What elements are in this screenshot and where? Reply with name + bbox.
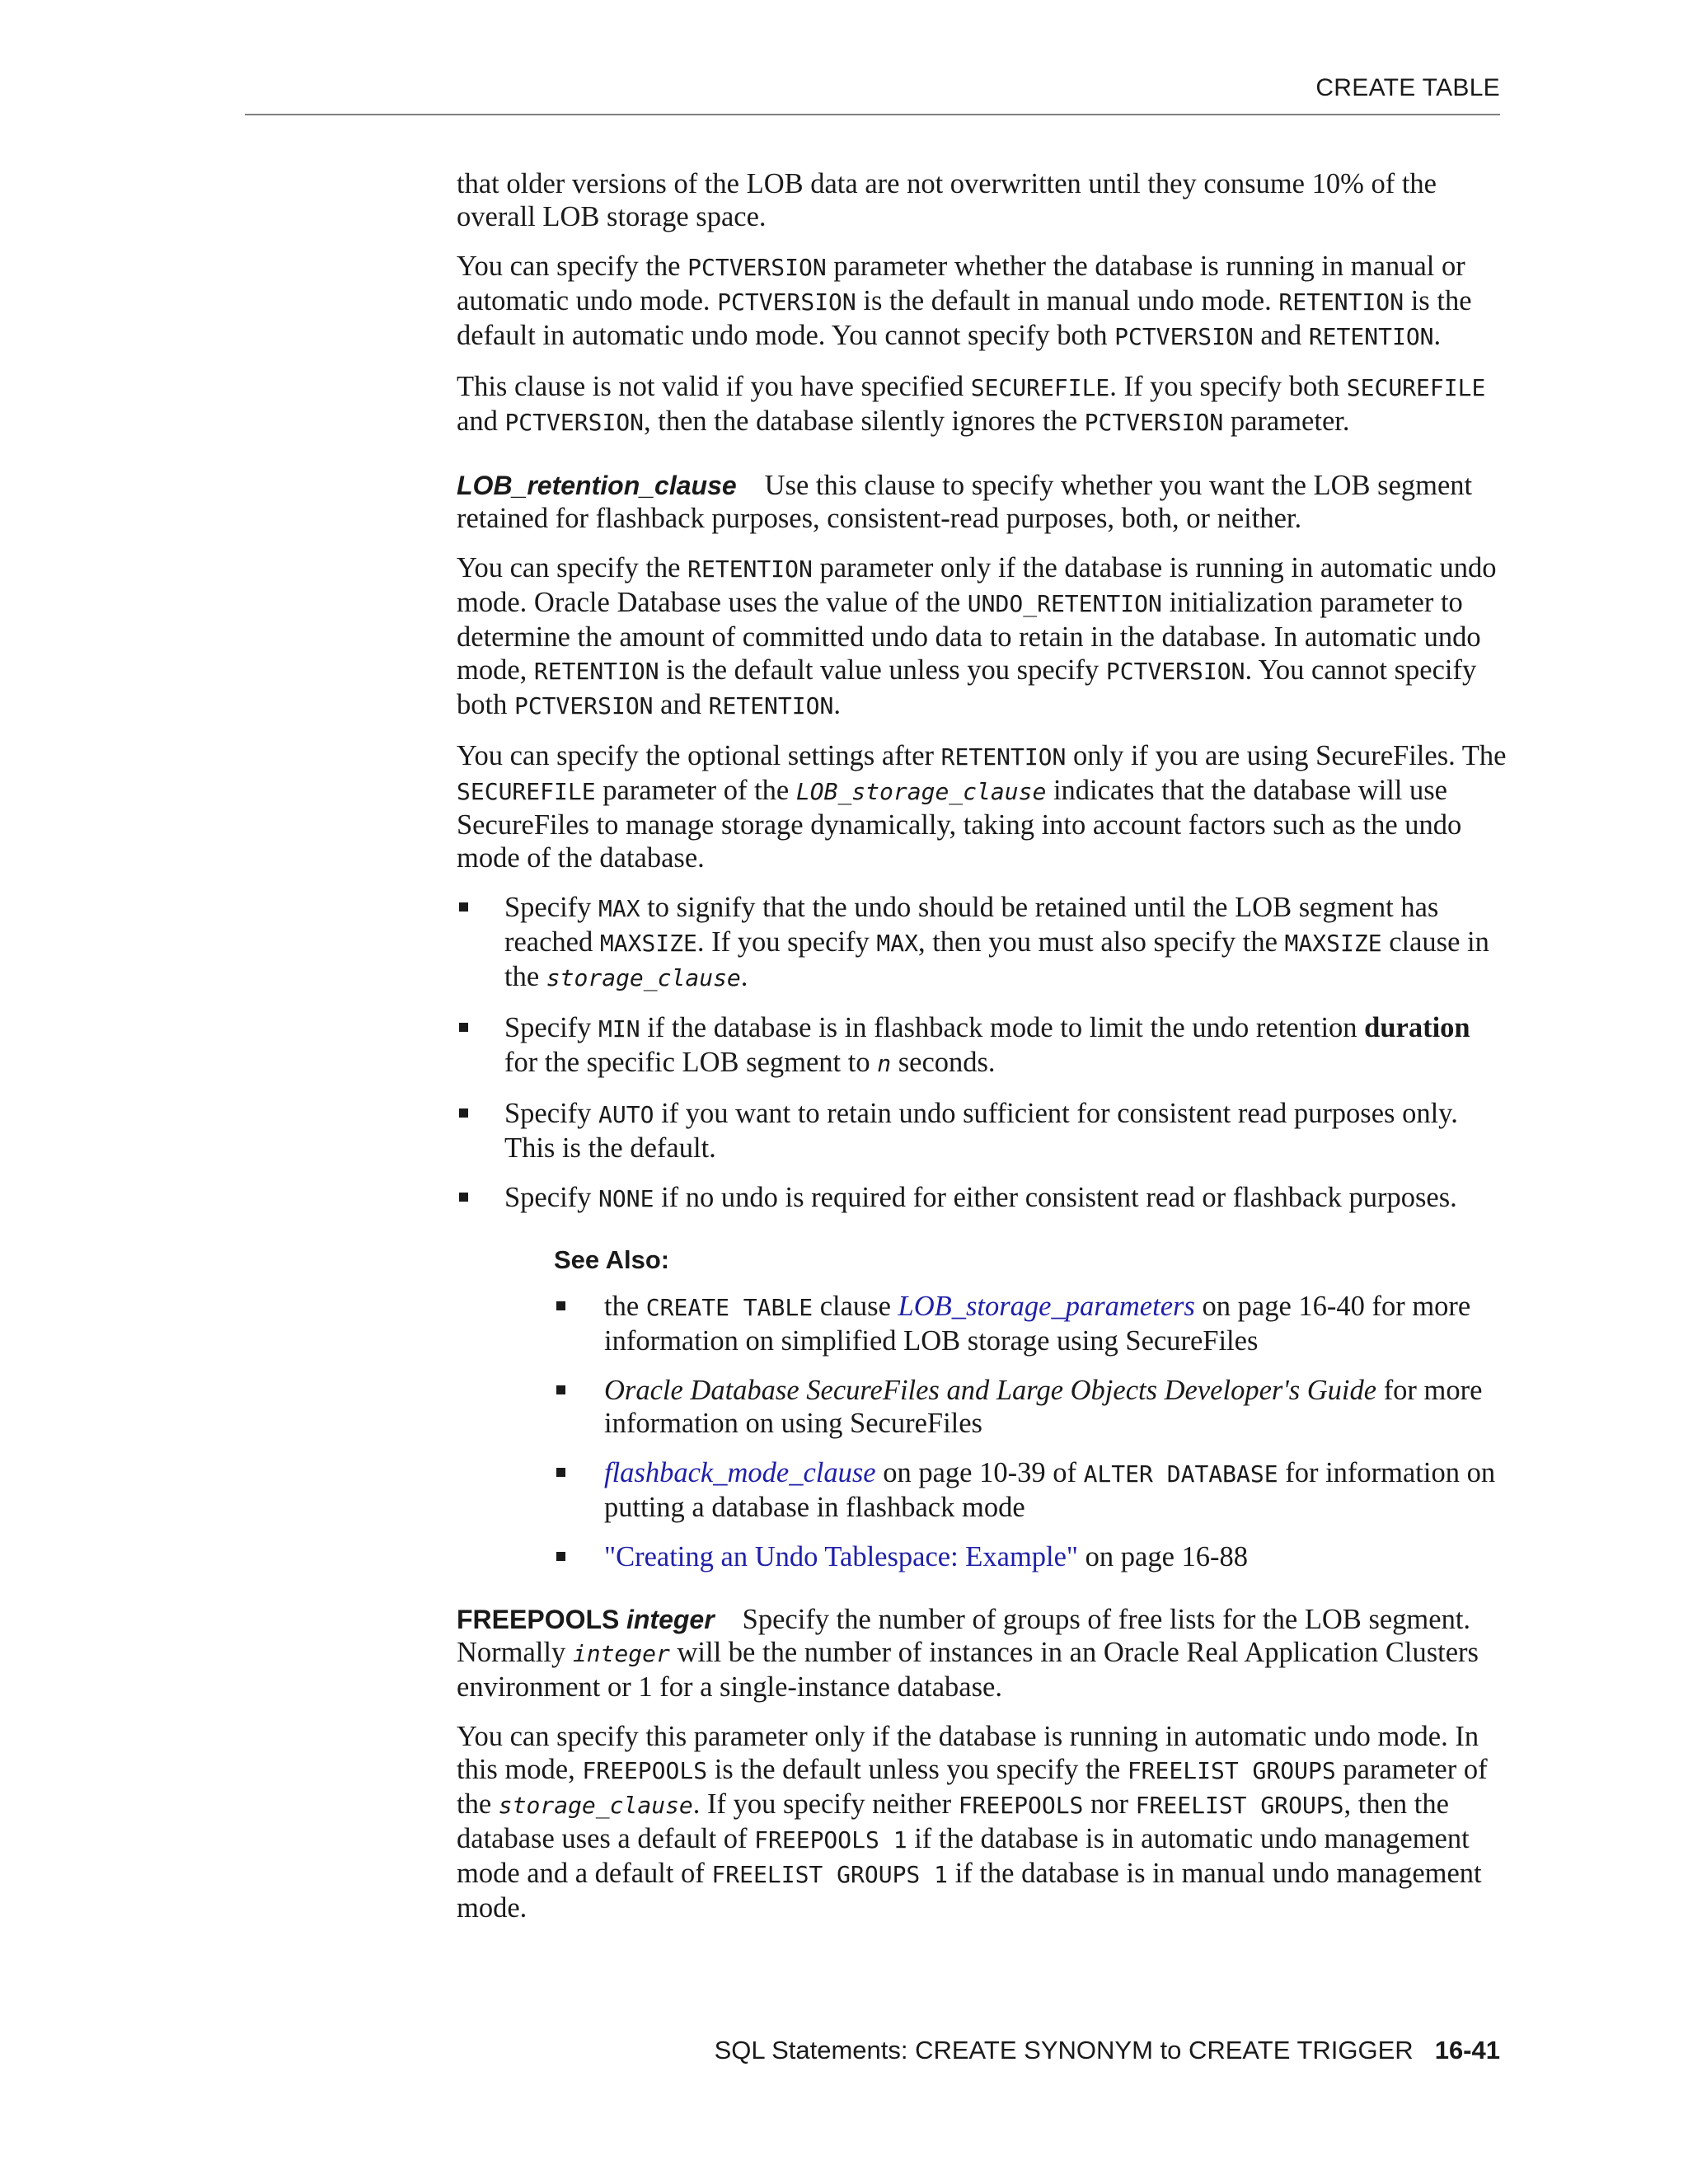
- see-also-box: [554, 1244, 1507, 1573]
- code-italic: integer: [572, 1640, 670, 1667]
- code-max: MAX: [598, 895, 640, 922]
- running-header: [245, 73, 1500, 115]
- bullet-icon: [459, 1023, 468, 1032]
- bullet-icon: [459, 1193, 468, 1202]
- text: You can specify the optional settings after: [457, 740, 941, 771]
- code-italic: LOB_storage_clause: [795, 778, 1047, 805]
- code-min: MIN: [598, 1015, 640, 1043]
- text: is the default in automatic undo mode. You cannot specify both: [457, 285, 1472, 351]
- text: , then the database uses a default of: [457, 1788, 1449, 1854]
- code-pctversion: PCTVERSION: [504, 409, 645, 436]
- code-storage-clause: [546, 964, 741, 991]
- text: the: [604, 1291, 646, 1322]
- text: clause: [813, 1291, 898, 1322]
- code-retention: RETENTION: [1308, 323, 1434, 350]
- code-retention: RETENTION: [708, 692, 834, 719]
- text: and: [653, 689, 709, 720]
- text: if the database is in automatic undo management mode and a default of: [457, 1823, 1470, 1889]
- page-body: [457, 167, 1507, 1941]
- paragraph-freepools-mode: [457, 1720, 1507, 1924]
- text: initialization parameter to determine the amount of committed undo data to retain in the database. In automatic undo mode,: [457, 587, 1481, 686]
- text: is the default unless you specify the: [707, 1754, 1128, 1785]
- term-lob-retention-clause: LOB_retention_clause: [457, 471, 737, 500]
- text: Specify: [504, 892, 599, 923]
- code-maxsize: MAXSIZE: [1284, 930, 1382, 957]
- code-integer: [573, 1640, 670, 1667]
- text: , then you must also specify the: [917, 926, 1285, 958]
- paragraph-optional-settings: [457, 739, 1507, 874]
- code-freelist-groups-1: FREELIST GROUPS 1: [711, 1861, 948, 1888]
- text: .: [833, 689, 841, 720]
- running-footer: [715, 2036, 1500, 2065]
- bullet-icon: [459, 902, 468, 912]
- code-pctversion: PCTVERSION: [717, 288, 856, 316]
- text: parameter of the: [595, 775, 796, 806]
- paragraph-pctversion: [457, 250, 1507, 354]
- link-flashback-mode-clause[interactable]: flashback_mode_clause: [604, 1457, 876, 1488]
- code-alter-database: ALTER DATABASE: [1083, 1460, 1278, 1488]
- code-pctversion: PCTVERSION: [687, 254, 827, 281]
- text: seconds.: [891, 1047, 996, 1078]
- header-title: CREATE TABLE: [1315, 74, 1500, 101]
- code-lob-storage-clause: [796, 778, 1046, 805]
- code-maxsize: MAXSIZE: [599, 930, 697, 957]
- retention-options-list: [457, 891, 1507, 1216]
- link-creating-undo-tablespace[interactable]: "Creating an Undo Tablespace: Example": [604, 1541, 1079, 1572]
- code-freepools: FREEPOOLS: [582, 1757, 708, 1784]
- text: for more information on using SecureFiles: [604, 1375, 1483, 1439]
- text: .: [1433, 320, 1442, 351]
- page-number: 16-41: [1434, 2036, 1500, 2064]
- text: parameter of the: [457, 1754, 1488, 1820]
- text: is the default value unless you specify: [659, 654, 1106, 686]
- code-securefile: SECUREFILE: [970, 374, 1110, 401]
- code-pctversion: PCTVERSION: [1105, 658, 1245, 685]
- text: to signify that the undo should be retained until the LOB segment has reached: [504, 892, 1439, 958]
- see-also-title: See Also:: [554, 1245, 670, 1274]
- list-item: [457, 1011, 1507, 1080]
- code-retention: RETENTION: [533, 658, 659, 685]
- text: and: [457, 405, 505, 437]
- text: only if you are using SecureFiles. The: [1066, 740, 1507, 771]
- text: is the default in manual undo mode.: [856, 285, 1279, 316]
- book-title: Oracle Database SecureFiles and Large Objects Developer's Guide: [604, 1375, 1377, 1406]
- text: on page 16-88: [1078, 1541, 1249, 1572]
- text: if the database is in flashback mode to limit the undo retention: [640, 1012, 1365, 1043]
- code-italic: storage_clause: [546, 964, 741, 991]
- text: . If you specify neither: [692, 1788, 959, 1820]
- code-freelist-groups: FREELIST GROUPS: [1135, 1792, 1344, 1819]
- text: Specify the number of groups of free lists for the LOB segment. Normally: [457, 1604, 1471, 1668]
- text: parameter whether the database is running in manual or automatic undo mode.: [457, 251, 1465, 316]
- code-pctversion: PCTVERSION: [1114, 323, 1254, 350]
- text: Specify: [504, 1012, 599, 1043]
- text: Specify: [504, 1182, 599, 1213]
- text: and: [1253, 320, 1309, 351]
- text: Use this clause to specify whether you want the LOB segment retained for flashback purposes, consistent-read purposes, both, or neither.: [457, 470, 1473, 534]
- term-freepools: FREEPOOLS: [457, 1605, 620, 1634]
- text: on page 10-39 of: [875, 1457, 1084, 1488]
- text: . If you specify both: [1109, 371, 1347, 402]
- paragraph-lob-storage-space: that older versions of the LOB data are not overwritten until they consume 10% of the overall LOB storage space.: [457, 168, 1437, 232]
- text: . If you specify: [696, 926, 877, 958]
- paragraph-retention-parameter: [457, 551, 1507, 723]
- link-lob-storage-parameters[interactable]: LOB_storage_parameters: [898, 1291, 1195, 1322]
- code-securefile: SECUREFILE: [457, 778, 596, 805]
- text: if the database is in manual undo management mode.: [457, 1858, 1482, 1924]
- text: You can specify the: [457, 552, 688, 583]
- code-max: MAX: [876, 930, 918, 957]
- code-italic: n: [877, 1050, 892, 1077]
- text: if you want to retain undo sufficient for consistent read purposes only. This is the default.: [504, 1098, 1458, 1164]
- code-securefile: SECUREFILE: [1346, 374, 1486, 401]
- code-freepools-1: FREEPOOLS 1: [754, 1826, 907, 1854]
- list-item: [554, 1374, 1507, 1440]
- text: for the specific LOB segment to: [504, 1047, 878, 1078]
- list-item: [457, 891, 1507, 995]
- text: if no undo is required for either consistent read or flashback purposes.: [654, 1182, 1457, 1213]
- list-item: [554, 1290, 1507, 1357]
- text: You can specify the: [457, 251, 688, 282]
- bullet-icon: [556, 1385, 565, 1394]
- paragraph-lob-retention-clause: [457, 469, 1507, 535]
- see-also-list: [554, 1290, 1507, 1573]
- text: will be the number of instances in an Oracle Real Application Clusters environment or 1 for a single-instance database.: [457, 1637, 1479, 1703]
- text: . You cannot specify both: [457, 654, 1477, 720]
- text: , then the database silently ignores the: [644, 405, 1085, 437]
- text: You can specify this parameter only if the database is running in automatic undo mode. In this mode,: [457, 1721, 1479, 1785]
- code-auto: AUTO: [598, 1101, 654, 1128]
- text: parameter.: [1223, 405, 1350, 437]
- text: .: [740, 961, 748, 992]
- text: This clause is not valid if you have specified: [457, 371, 971, 402]
- bold-duration: duration: [1364, 1012, 1470, 1043]
- text: nor: [1083, 1788, 1136, 1820]
- bullet-icon: [459, 1108, 468, 1118]
- text: on page 16-40 for more information on simplified LOB storage using SecureFiles: [604, 1291, 1471, 1357]
- text: for information on putting a database in flashback mode: [604, 1457, 1496, 1523]
- term-integer: integer: [626, 1605, 715, 1634]
- footer-title: SQL Statements: CREATE SYNONYM to CREATE TRIGGER: [714, 2036, 1414, 2064]
- text: Specify: [504, 1098, 599, 1129]
- code-freepools: FREEPOOLS: [958, 1792, 1084, 1819]
- code-storage-clause: [499, 1792, 693, 1819]
- code-retention: RETENTION: [1278, 288, 1404, 316]
- text: indicates that the database will use SecureFiles to manage storage dynamically, taking into account factors such as the undo mode of the database.: [457, 775, 1462, 874]
- bullet-icon: [556, 1468, 565, 1477]
- code-n: [877, 1050, 891, 1077]
- list-item: [554, 1540, 1507, 1573]
- list-item: [457, 1097, 1507, 1165]
- bullet-icon: [556, 1301, 565, 1310]
- text: clause in the: [504, 926, 1489, 992]
- code-pctversion: PCTVERSION: [1084, 409, 1224, 436]
- code-create-table: CREATE TABLE: [645, 1294, 814, 1321]
- bullet-icon: [556, 1552, 565, 1561]
- paragraph-freepools: [457, 1603, 1507, 1704]
- code-retention: RETENTION: [687, 555, 813, 583]
- code-retention: RETENTION: [940, 743, 1067, 771]
- list-item: [554, 1456, 1507, 1524]
- code-none: NONE: [598, 1185, 654, 1212]
- text: parameter only if the database is running in automatic undo mode. Oracle Database uses the value of the: [457, 552, 1497, 618]
- code-freelist-groups: FREELIST GROUPS: [1127, 1757, 1336, 1784]
- code-undo-retention: UNDO_RETENTION: [967, 590, 1162, 617]
- code-pctversion: PCTVERSION: [513, 692, 654, 719]
- list-item: [457, 1181, 1507, 1216]
- code-italic: storage_clause: [498, 1792, 693, 1819]
- paragraph-securefile-validity: [457, 370, 1507, 439]
